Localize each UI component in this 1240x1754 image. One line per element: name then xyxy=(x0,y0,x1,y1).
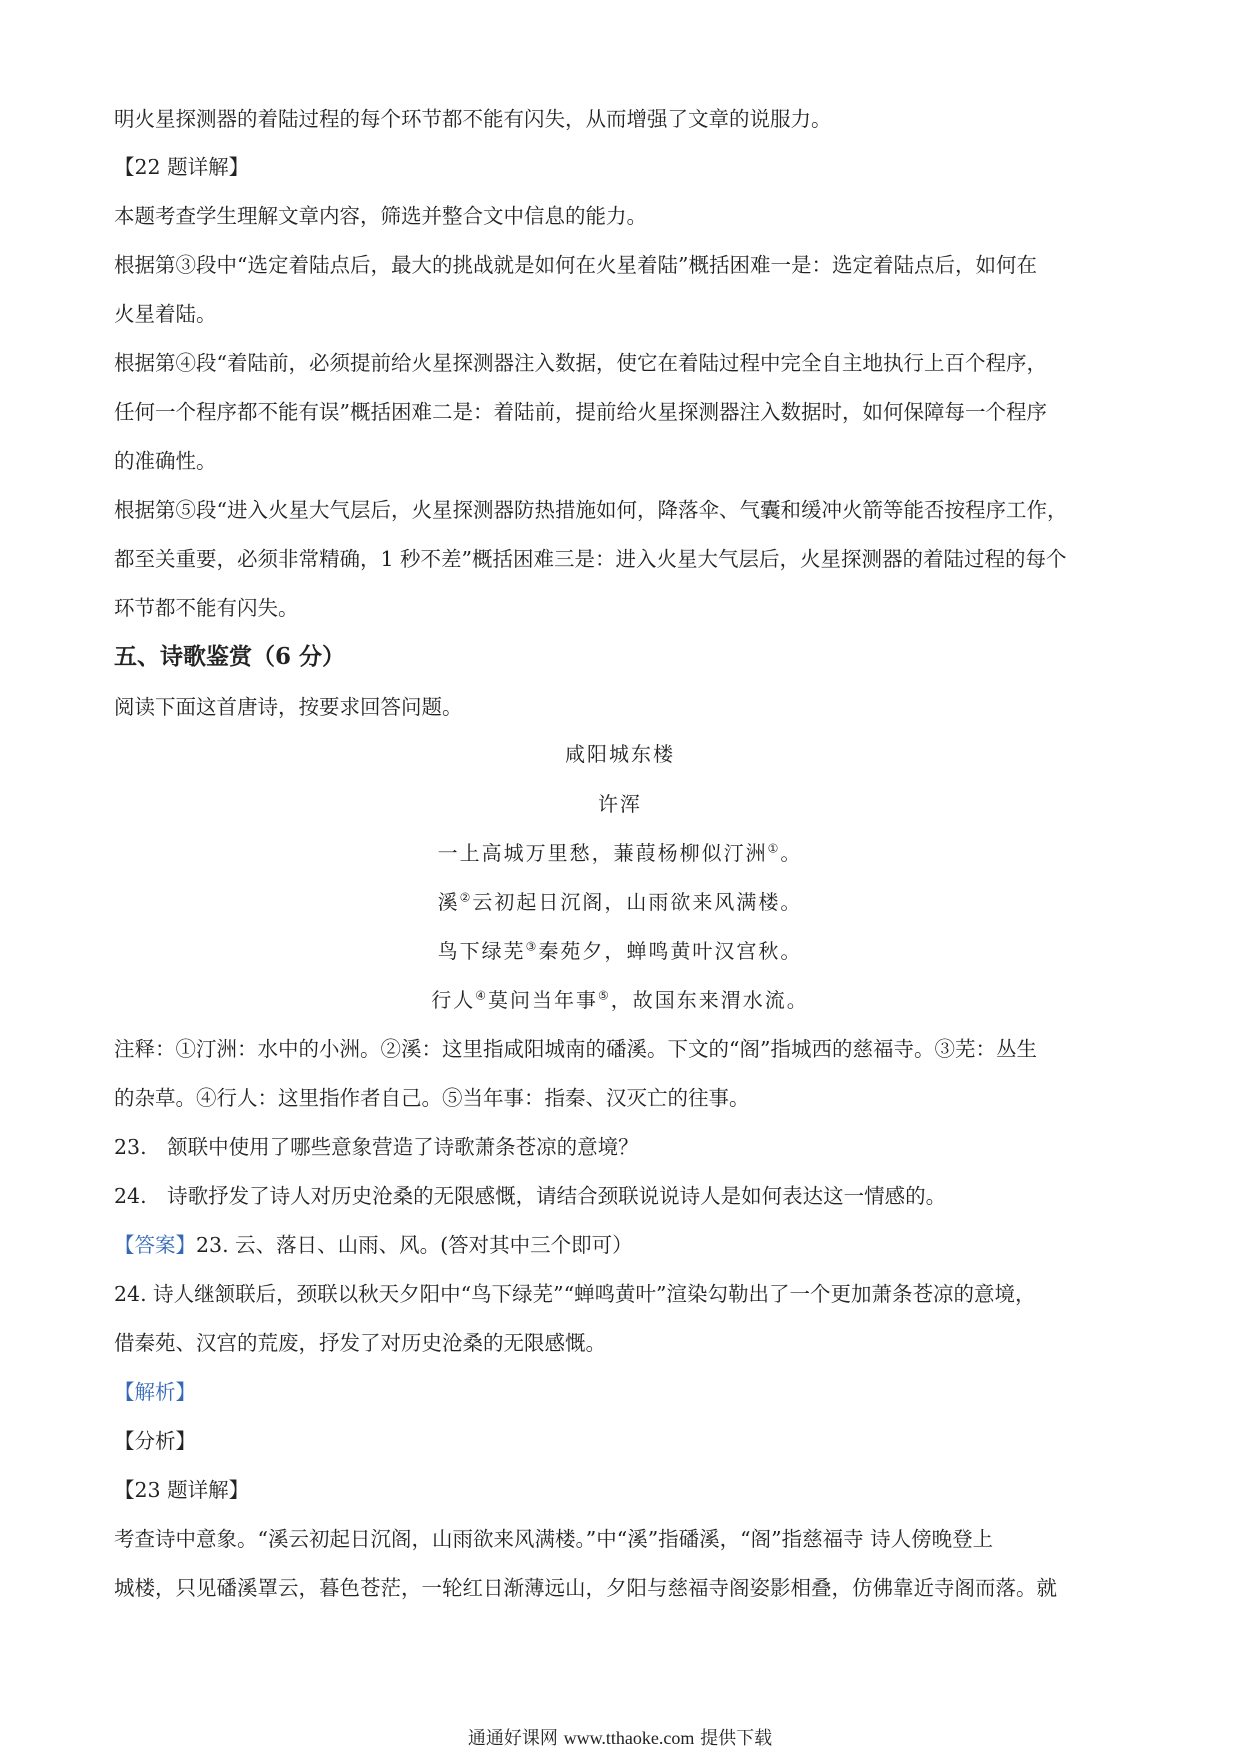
footnote-mark: ② xyxy=(459,890,473,905)
q23-detail-header: 【23 题详解】 xyxy=(114,1478,250,1502)
footnote-mark: ③ xyxy=(525,939,539,954)
poem-line-2-start: 溪 xyxy=(437,890,460,914)
q22-paragraph-2-line-2: 任何一个程序都不能有误”概括困难二是：着陆前，提前给火星探测器注入数据时，如何保障每一个程序 xyxy=(114,400,1047,424)
poem-line-2 xyxy=(0,887,1240,917)
q22-paragraph-1-line-1: 根据第③段中“选定着陆点后，最大的挑战就是如何在火星着陆”概括困难一是：选定着陆点后，如何在 xyxy=(114,253,1037,277)
footnote-mark: ④ xyxy=(475,988,488,1003)
section-title: 五、诗歌鉴赏（6 分） xyxy=(114,643,346,670)
notes-line-1: 注释：①汀洲：水中的小洲。②溪：这里指咸阳城南的磻溪。下文的“阁”指城西的慈福寺。③芜：丛生 xyxy=(114,1037,1037,1061)
page-footer xyxy=(0,1726,1240,1751)
poem-line-3 xyxy=(0,936,1240,966)
poem-line-1-end: 。 xyxy=(780,841,803,865)
footnote-mark: ① xyxy=(767,841,781,856)
question-23: 23. 颔联中使用了哪些意象营造了诗歌萧条苍凉的意境？ xyxy=(114,1135,639,1159)
q22-detail-header: 【22 题详解】 xyxy=(114,155,250,179)
q22-paragraph-3-line-2: 都至关重要，必须非常精确，1 秒不差”概括困难三是：进入火星大气层后，火星探测器的着陆过程的每个 xyxy=(114,547,1067,571)
q22-paragraph-1-line-2: 火星着陆。 xyxy=(114,302,217,326)
analysis-fenxi-label: 【分析】 xyxy=(114,1429,196,1453)
footer-site-name: 通通好课网 xyxy=(467,1728,558,1749)
q22-paragraph-3-line-3: 环节都不能有闪失。 xyxy=(114,596,299,620)
q23-detail-line-2: 城楼，只见磻溪罩云，暮色苍茫，一轮红日渐薄远山，夕阳与慈福寺阁姿影相叠，仿佛靠近寺阁而落。就 xyxy=(114,1576,1057,1600)
poem-author: 许浑 xyxy=(598,792,642,816)
poem-line-4-mid: 莫问当年事 xyxy=(488,988,598,1012)
q22-intro: 本题考查学生理解文章内容，筛选并整合文中信息的能力。 xyxy=(114,204,647,228)
poem-line-2-text: 云初起日沉阁，山雨欲来风满楼。 xyxy=(472,890,803,914)
q22-paragraph-2-line-3: 的准确性。 xyxy=(114,449,217,473)
q22-paragraph-2-line-1: 根据第④段“着陆前，必须提前给火星探测器注入数据，使它在着陆过程中完全自主地执行上百个程序， xyxy=(114,351,1047,375)
poem-line-3-start: 鸟下绿芜 xyxy=(437,939,526,963)
footer-url[interactable]: www.tthaoke.com xyxy=(563,1728,695,1748)
continued-text-line: 明火星探测器的着陆过程的每个环节都不能有闪失，从而增强了文章的说服力。 xyxy=(114,107,832,131)
question-24: 24. 诗歌抒发了诗人对历史沧桑的无限感慨，请结合颈联说说诗人是如何表达这一情感的。 xyxy=(114,1184,947,1208)
poem-line-1 xyxy=(0,838,1240,868)
section-instruction: 阅读下面这首唐诗，按要求回答问题。 xyxy=(114,695,463,719)
q22-paragraph-3-line-1: 根据第⑤段“进入火星大气层后，火星探测器防热措施如何，降落伞、气囊和缓冲火箭等能否按程序工作， xyxy=(114,498,1068,522)
answer-line xyxy=(114,1230,1134,1260)
poem-line-3-text: 秦苑夕，蝉鸣黄叶汉宫秋。 xyxy=(538,939,803,963)
footnote-mark: ⑤ xyxy=(598,988,611,1003)
q23-detail-line-1: 考查诗中意象。“溪云初起日沉阁，山雨欲来风满楼。”中“溪”指磻溪，“阁”指慈福寺 诗人傍晚登上 xyxy=(114,1527,994,1551)
notes-line-2: 的杂草。④行人：这里指作者自己。⑤当年事：指秦、汉灭亡的往事。 xyxy=(114,1086,750,1110)
analysis-label: 【解析】 xyxy=(114,1380,196,1404)
answer-24-line-1: 24. 诗人继颔联后，颈联以秋天夕阳中“鸟下绿芜”“蝉鸣黄叶”渲染勾勒出了一个更加萧条苍凉的意境， xyxy=(114,1282,1036,1306)
poem-title: 咸阳城东楼 xyxy=(565,742,675,766)
poem-line-4-start: 行人 xyxy=(431,988,476,1012)
poem-line-4 xyxy=(0,985,1240,1015)
poem-line-4-end: ，故国东来渭水流。 xyxy=(610,988,809,1012)
answer-23: 23. 云、落日、山雨、风。(答对其中三个即可） xyxy=(196,1233,633,1257)
answer-24-line-2: 借秦苑、汉宫的荒废，抒发了对历史沧桑的无限感慨。 xyxy=(114,1331,606,1355)
poem-line-1-text: 一上高城万里愁，蒹葭杨柳似汀洲 xyxy=(437,841,768,865)
footer-suffix: 提供下载 xyxy=(700,1728,773,1749)
answer-label: 【答案】 xyxy=(114,1233,196,1257)
